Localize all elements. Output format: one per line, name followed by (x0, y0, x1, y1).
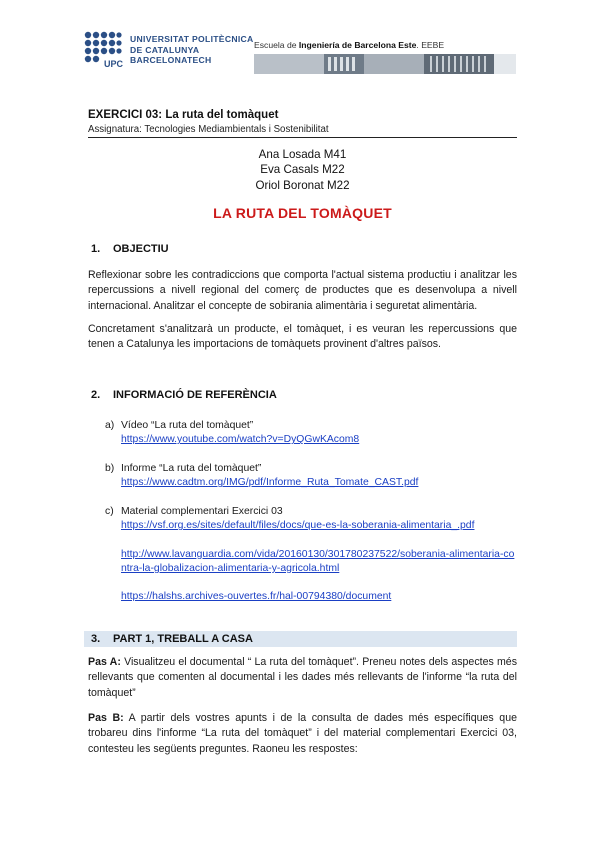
upc-logo (83, 30, 123, 70)
header-divider (88, 137, 517, 138)
university-line-3: BARCELONATECH (130, 55, 212, 65)
section-number: 3. (91, 633, 101, 645)
reference-link[interactable]: http://www.lavanguardia.com/vida/20160130/301780237522/soberania-alimentaria-contra-la-globalizacion-alimentaria-y-agricola.html (121, 548, 515, 574)
school-name (254, 40, 444, 50)
reference-link[interactable]: https://www.youtube.com/watch?v=DyQGwKAcom8 (121, 434, 360, 446)
reference-link[interactable]: https://halshs.archives-ouvertes.fr/hal-00794380/document (121, 591, 392, 603)
reference-label: Material complementari Exercici 03 (121, 506, 283, 517)
section-title: PART 1, TREBALL A CASA (113, 633, 253, 645)
list-letter: c) (105, 506, 114, 517)
section-number: 2. (91, 389, 101, 401)
upc-logo-abbr: UPC (104, 59, 123, 69)
reference-link[interactable]: https://www.cadtm.org/IMG/pdf/Informe_Ruta_Tomate_CAST.pdf (121, 477, 419, 489)
step-label: Pas B: (88, 712, 124, 724)
objective-paragraph-2: Concretament s'analitzarà un producte, el tomàquet, i es veuran les repercussions que tenen a Catalunya les importacions de tomàquets provinent d'altres països. (88, 323, 517, 351)
author-name: Ana Losada M41 (258, 148, 347, 161)
building-banner (254, 54, 516, 74)
reference-item-c (105, 505, 517, 604)
author-name: Oriol Boronat M22 (255, 178, 350, 192)
section-title: OBJECTIU (113, 243, 169, 255)
step-a-paragraph (88, 655, 517, 701)
document-title: LA RUTA DEL TOMÀQUET (213, 205, 392, 221)
school-bold: Ingeniería de Barcelona Este (298, 40, 417, 50)
reference-label: Vídeo “La ruta del tomàquet” (121, 420, 254, 431)
reference-label: Informe “La ruta del tomàquet” (121, 463, 262, 474)
authors-block (88, 147, 517, 193)
step-text: Visualitzeu el documental “ La ruta del tomàquet”. Preneu notes dels aspectes més rellevants que comenten al documental i les dades més rellevants de l'informe “la ruta del tomàquet” (88, 656, 517, 699)
list-letter: b) (105, 463, 115, 474)
university-name (130, 34, 254, 66)
section-title: INFORMACIÓ DE REFERÈNCIA (113, 389, 277, 401)
school-suffix: . EEBE (416, 40, 445, 50)
section-heading-referencia (88, 389, 277, 401)
reference-link[interactable]: https://vsf.org.es/sites/default/files/docs/que-es-la-soberania-alimentaria_.pdf (121, 520, 475, 532)
step-text: A partir dels vostres apunts i de la consulta de dades més específiques que trobareu dins l'informe “La ruta del tomàquet” i del material complementari Exercici 03, contesteu les següents preguntes. Raoneu les respostes: (88, 712, 517, 755)
subject-line: Assignatura: Tecnologies Mediambientals i Sostenibilitat (88, 124, 329, 135)
reference-item-a (105, 419, 517, 448)
university-line-2: DE CATALUNYA (130, 44, 200, 55)
school-prefix: Escuela de (254, 40, 297, 50)
author-name: Eva Casals M22 (260, 163, 345, 177)
reference-item-b (105, 462, 517, 491)
exercise-title: EXERCICI 03: La ruta del tomàquet (88, 109, 279, 121)
objective-paragraph-1: Reflexionar sobre les contradiccions que comporta l'actual sistema productiu i analitzar les repercussions a nivell regional del comerç de productes que es desenvolupa a nivell internacional. Analitzar el concepte de sobirania alimentària i seguretat alimentària. (88, 269, 517, 312)
step-label: Pas A: (88, 656, 121, 668)
section-heading-part1 (88, 633, 253, 645)
step-b-paragraph (88, 711, 517, 757)
section-number: 1. (91, 243, 101, 255)
section-heading-objectiu (88, 243, 169, 255)
university-line-1: UNIVERSITAT POLITÈCNICA (130, 34, 254, 44)
list-letter: a) (105, 420, 115, 431)
